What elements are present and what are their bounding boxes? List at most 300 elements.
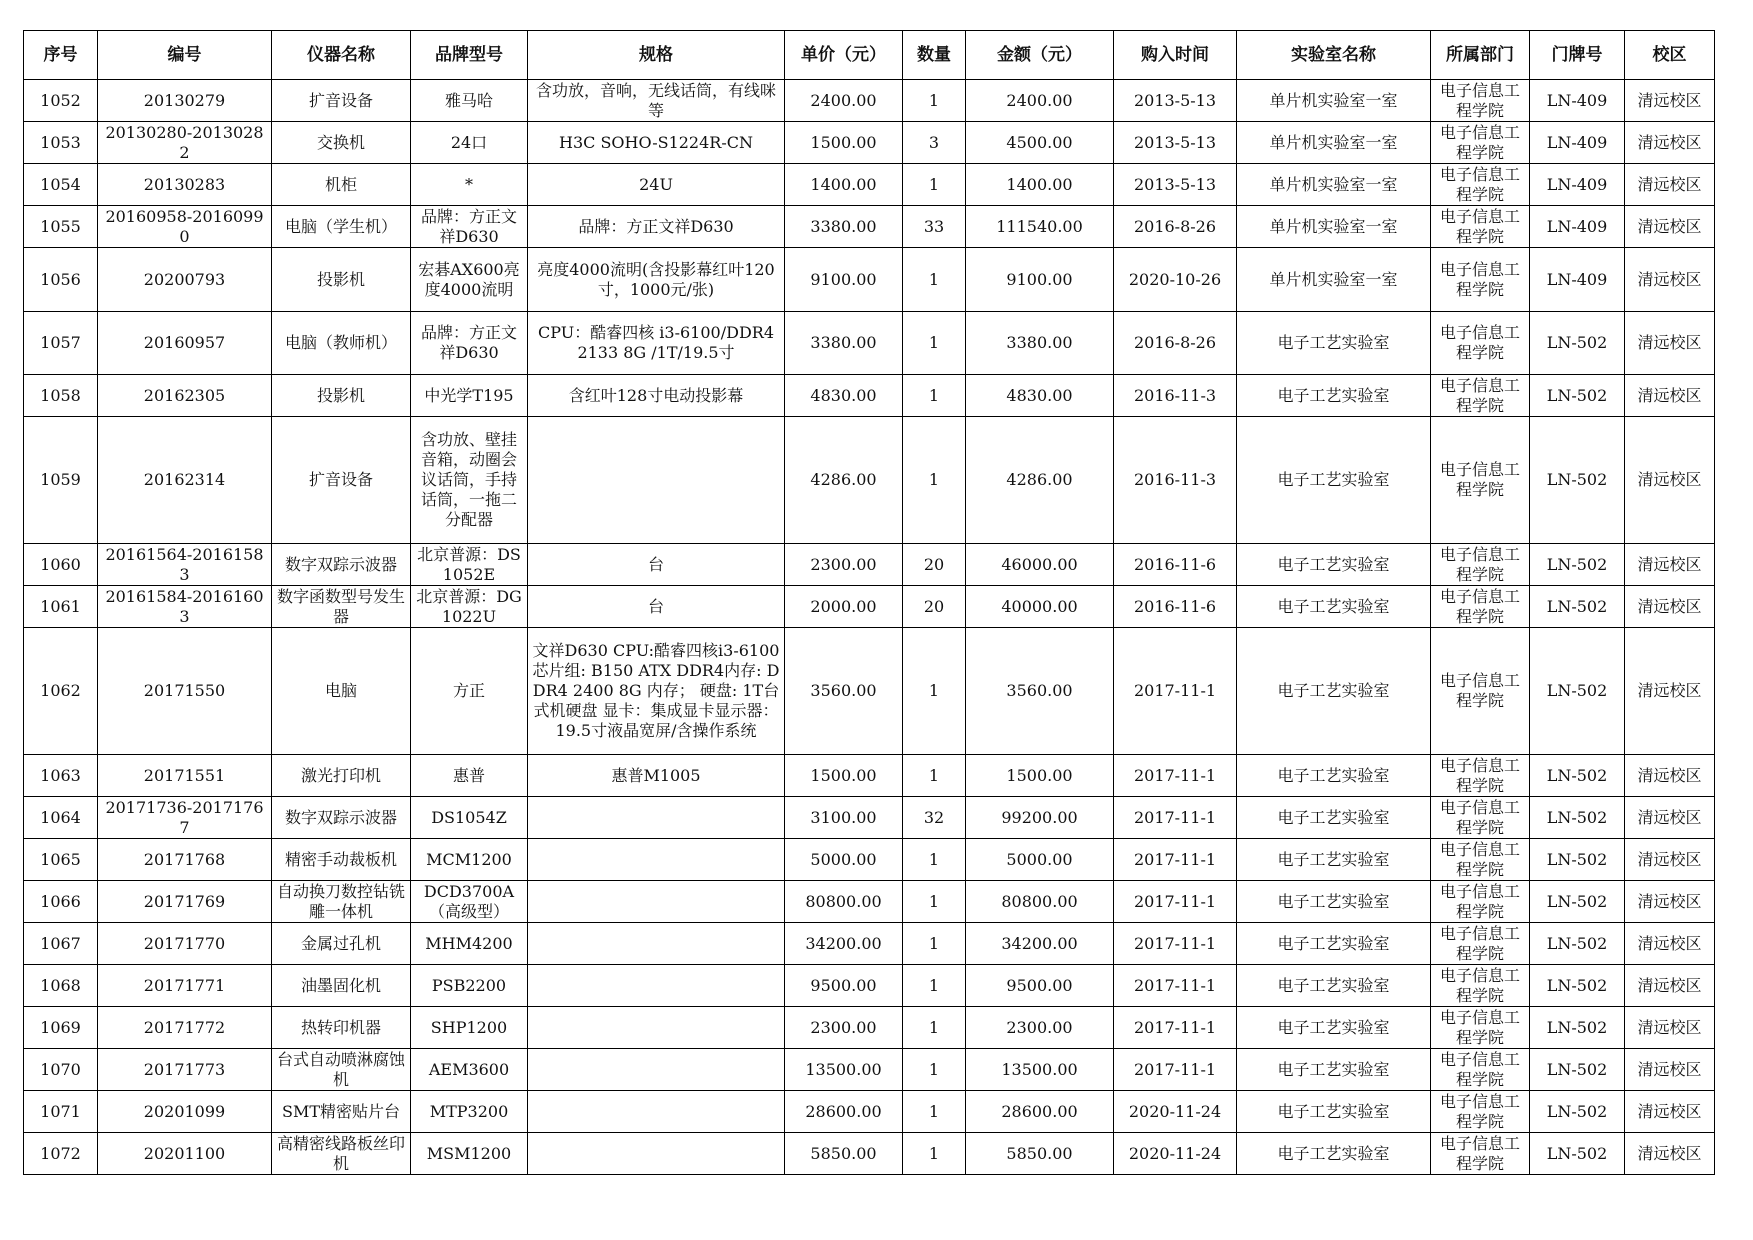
brand-model-text: MTP3200 bbox=[429, 1101, 509, 1121]
unit-price-cell bbox=[785, 206, 903, 248]
brand-model-text: 含功放、壁挂音箱，动圈会议话筒，手持话筒，一拖二分配器 bbox=[420, 430, 517, 529]
instrument-name-text: 精密手动裁板机 bbox=[284, 849, 397, 869]
unit-price-text: 2000.00 bbox=[810, 596, 877, 616]
seq-cell bbox=[24, 312, 98, 375]
unit-price-text: 3100.00 bbox=[810, 807, 877, 827]
table-row bbox=[24, 312, 1715, 375]
department-text: 电子信息工程学院 bbox=[1439, 965, 1520, 1005]
quantity-text: 1 bbox=[928, 385, 940, 405]
table-row bbox=[24, 965, 1715, 1007]
brand-model-cell bbox=[411, 839, 528, 881]
lab-name-text: 电子工艺实验室 bbox=[1277, 807, 1390, 827]
code-cell bbox=[98, 80, 272, 122]
purchase-date-cell bbox=[1114, 417, 1237, 544]
brand-model-text: 24口 bbox=[450, 132, 488, 152]
quantity-cell bbox=[903, 1133, 966, 1175]
instrument-name-cell bbox=[272, 417, 411, 544]
instrument-name-cell bbox=[272, 248, 411, 312]
lab-name-cell bbox=[1237, 628, 1431, 755]
instrument-name-text: 台式自动喷淋腐蚀机 bbox=[276, 1049, 405, 1089]
unit-price-text: 3380.00 bbox=[810, 333, 877, 352]
unit-price-text: 1500.00 bbox=[810, 132, 877, 152]
seq-cell bbox=[24, 1007, 98, 1049]
brand-model-text: 宏碁AX600亮度4000流明 bbox=[418, 259, 520, 299]
amount-cell bbox=[966, 206, 1114, 248]
spec-text: CPU：酷睿四核 i3-6100/DDR4 2133 8G /1T/19.5寸 bbox=[538, 323, 774, 362]
spec-text: 24U bbox=[639, 174, 673, 194]
code-text: 20171772 bbox=[143, 1017, 226, 1037]
purchase-date-text: 2017-11-1 bbox=[1133, 807, 1217, 827]
room-number-text: LN-409 bbox=[1546, 216, 1608, 236]
department-text: 电子信息工程学院 bbox=[1439, 923, 1520, 963]
purchase-date-cell bbox=[1114, 164, 1237, 206]
spec-cell bbox=[528, 881, 785, 923]
purchase-date-text: 2013-5-13 bbox=[1133, 132, 1217, 152]
instrument-name-cell bbox=[272, 965, 411, 1007]
spec-cell bbox=[528, 248, 785, 312]
amount-cell bbox=[966, 881, 1114, 923]
department-cell bbox=[1431, 1091, 1530, 1133]
instrument-name-cell bbox=[272, 839, 411, 881]
seq-text: 1068 bbox=[40, 975, 81, 995]
code-cell bbox=[98, 628, 272, 755]
spec-text: 品牌：方正文祥D630 bbox=[578, 216, 734, 236]
quantity-text: 1 bbox=[928, 1017, 940, 1037]
brand-model-text: DCD3700A（高级型） bbox=[423, 881, 515, 921]
quantity-text: 1 bbox=[928, 849, 940, 869]
purchase-date-text: 2016-11-3 bbox=[1133, 385, 1217, 405]
table-row bbox=[24, 544, 1715, 586]
seq-text: 1065 bbox=[40, 849, 81, 869]
instrument-name-text: 投影机 bbox=[316, 269, 365, 289]
brand-model-text: MHM4200 bbox=[425, 933, 513, 953]
seq-cell bbox=[24, 1133, 98, 1175]
code-cell bbox=[98, 586, 272, 628]
brand-model-cell bbox=[411, 1091, 528, 1133]
room-number-text: LN-502 bbox=[1546, 1059, 1608, 1079]
department-cell bbox=[1431, 164, 1530, 206]
brand-model-cell bbox=[411, 80, 528, 122]
code-text: 20162305 bbox=[143, 385, 226, 405]
unit-price-cell bbox=[785, 1133, 903, 1175]
header-unit-price: 单价（元） bbox=[785, 31, 903, 80]
quantity-text: 3 bbox=[928, 132, 940, 152]
purchase-date-text: 2016-11-6 bbox=[1133, 554, 1217, 574]
brand-model-cell bbox=[411, 1007, 528, 1049]
header-seq: 序号 bbox=[24, 31, 98, 80]
campus-text: 清远校区 bbox=[1637, 849, 1702, 869]
quantity-text: 1 bbox=[928, 933, 940, 953]
seq-cell bbox=[24, 881, 98, 923]
unit-price-cell bbox=[785, 797, 903, 839]
lab-name-text: 电子工艺实验室 bbox=[1277, 596, 1390, 616]
department-text: 电子信息工程学院 bbox=[1439, 1049, 1520, 1089]
instrument-name-text: 电脑（教师机） bbox=[284, 333, 397, 352]
room-number-cell bbox=[1530, 923, 1625, 965]
quantity-cell bbox=[903, 797, 966, 839]
unit-price-text: 34200.00 bbox=[805, 933, 882, 953]
department-cell bbox=[1431, 586, 1530, 628]
purchase-date-cell bbox=[1114, 544, 1237, 586]
campus-text: 清远校区 bbox=[1637, 333, 1702, 352]
quantity-cell bbox=[903, 1049, 966, 1091]
brand-model-cell bbox=[411, 881, 528, 923]
quantity-cell bbox=[903, 248, 966, 312]
quantity-cell bbox=[903, 375, 966, 417]
instrument-name-text: 高精密线路板丝印机 bbox=[276, 1133, 405, 1173]
department-text: 电子信息工程学院 bbox=[1439, 164, 1520, 204]
room-number-cell bbox=[1530, 544, 1625, 586]
purchase-date-cell bbox=[1114, 1007, 1237, 1049]
campus-cell bbox=[1625, 417, 1715, 544]
quantity-text: 1 bbox=[928, 470, 940, 489]
spec-cell bbox=[528, 122, 785, 164]
header-lab-name: 实验室名称 bbox=[1237, 31, 1431, 80]
purchase-date-text: 2017-11-1 bbox=[1133, 975, 1217, 995]
seq-text: 1060 bbox=[40, 554, 81, 574]
code-text: 20171736-20171767 bbox=[105, 797, 264, 837]
unit-price-cell bbox=[785, 839, 903, 881]
room-number-text: LN-502 bbox=[1546, 891, 1608, 911]
purchase-date-cell bbox=[1114, 965, 1237, 1007]
spec-text: 亮度4000流明(含投影幕红叶120寸，1000元/张) bbox=[537, 259, 775, 299]
seq-cell bbox=[24, 586, 98, 628]
brand-model-cell bbox=[411, 923, 528, 965]
instrument-name-cell bbox=[272, 755, 411, 797]
campus-text: 清远校区 bbox=[1637, 554, 1702, 574]
instrument-name-cell bbox=[272, 80, 411, 122]
unit-price-cell bbox=[785, 122, 903, 164]
quantity-cell bbox=[903, 122, 966, 164]
room-number-cell bbox=[1530, 375, 1625, 417]
purchase-date-cell bbox=[1114, 312, 1237, 375]
lab-name-text: 电子工艺实验室 bbox=[1277, 765, 1390, 785]
room-number-text: LN-409 bbox=[1546, 132, 1608, 152]
instrument-name-cell bbox=[272, 375, 411, 417]
brand-model-text: 中光学T195 bbox=[424, 385, 514, 405]
table-row bbox=[24, 755, 1715, 797]
campus-text: 清远校区 bbox=[1637, 1143, 1702, 1163]
code-text: 20171769 bbox=[143, 891, 226, 911]
table-row bbox=[24, 1007, 1715, 1049]
instrument-name-text: 扩音设备 bbox=[308, 90, 373, 110]
amount-cell bbox=[966, 122, 1114, 164]
room-number-cell bbox=[1530, 206, 1625, 248]
purchase-date-text: 2020-10-26 bbox=[1128, 269, 1222, 289]
spec-cell bbox=[528, 312, 785, 375]
unit-price-cell bbox=[785, 417, 903, 544]
brand-model-cell bbox=[411, 1049, 528, 1091]
table-row bbox=[24, 1049, 1715, 1091]
department-text: 电子信息工程学院 bbox=[1439, 323, 1520, 362]
code-text: 20160958-20160990 bbox=[105, 206, 264, 246]
spec-cell bbox=[528, 417, 785, 544]
purchase-date-cell bbox=[1114, 1091, 1237, 1133]
campus-cell bbox=[1625, 797, 1715, 839]
campus-cell bbox=[1625, 755, 1715, 797]
unit-price-text: 3560.00 bbox=[810, 681, 877, 700]
amount-text: 34200.00 bbox=[1001, 933, 1078, 953]
instrument-name-text: 金属过孔机 bbox=[300, 933, 381, 953]
quantity-cell bbox=[903, 164, 966, 206]
amount-cell bbox=[966, 965, 1114, 1007]
amount-cell bbox=[966, 839, 1114, 881]
campus-cell bbox=[1625, 881, 1715, 923]
spec-text: 文祥D630 CPU:酷睿四核i3-6100芯片组: B150 ATX DDR4内存: DDR4 2400 8G 内存； 硬盘: 1T台式机硬盘 显卡：集成显卡显示器：19.5寸液晶宽屏/含操作系统 bbox=[532, 641, 780, 740]
lab-name-text: 电子工艺实验室 bbox=[1277, 975, 1390, 995]
lab-name-cell bbox=[1237, 1091, 1431, 1133]
instrument-name-text: 数字双踪示波器 bbox=[284, 554, 397, 574]
purchase-date-cell bbox=[1114, 923, 1237, 965]
spec-cell bbox=[528, 206, 785, 248]
brand-model-text: 惠普 bbox=[452, 765, 485, 785]
quantity-cell bbox=[903, 1091, 966, 1133]
lab-name-cell bbox=[1237, 206, 1431, 248]
campus-text: 清远校区 bbox=[1637, 596, 1702, 616]
code-cell bbox=[98, 248, 272, 312]
amount-cell bbox=[966, 544, 1114, 586]
room-number-cell bbox=[1530, 586, 1625, 628]
purchase-date-text: 2016-8-26 bbox=[1133, 216, 1217, 236]
brand-model-text: 品牌：方正文祥D630 bbox=[420, 206, 517, 246]
brand-model-cell bbox=[411, 628, 528, 755]
instrument-name-text: 自动换刀数控钻铣雕一体机 bbox=[276, 881, 405, 921]
spec-text: 含功放，音响，无线话筒，有线咪等 bbox=[535, 80, 776, 120]
amount-text: 4500.00 bbox=[1006, 132, 1073, 152]
campus-text: 清远校区 bbox=[1637, 765, 1702, 785]
brand-model-text: 品牌：方正文祥D630 bbox=[420, 323, 517, 362]
purchase-date-cell bbox=[1114, 122, 1237, 164]
amount-cell bbox=[966, 628, 1114, 755]
campus-cell bbox=[1625, 1133, 1715, 1175]
room-number-text: LN-502 bbox=[1546, 849, 1608, 869]
instrument-name-cell bbox=[272, 122, 411, 164]
header-instrument-name: 仪器名称 bbox=[272, 31, 411, 80]
brand-model-cell bbox=[411, 1133, 528, 1175]
lab-name-text: 电子工艺实验室 bbox=[1277, 554, 1390, 574]
spec-cell bbox=[528, 1049, 785, 1091]
code-text: 20161564-20161583 bbox=[105, 544, 264, 584]
unit-price-text: 4830.00 bbox=[810, 385, 877, 405]
department-cell bbox=[1431, 417, 1530, 544]
lab-name-text: 单片机实验室一室 bbox=[1269, 174, 1398, 194]
seq-text: 1057 bbox=[40, 333, 81, 352]
room-number-cell bbox=[1530, 1091, 1625, 1133]
purchase-date-text: 2017-11-1 bbox=[1133, 1059, 1217, 1079]
purchase-date-text: 2017-11-1 bbox=[1133, 849, 1217, 869]
department-cell bbox=[1431, 80, 1530, 122]
room-number-text: LN-409 bbox=[1546, 90, 1608, 110]
unit-price-text: 2300.00 bbox=[810, 1017, 877, 1037]
department-cell bbox=[1431, 628, 1530, 755]
seq-cell bbox=[24, 755, 98, 797]
brand-model-cell bbox=[411, 755, 528, 797]
code-text: 20171551 bbox=[143, 765, 226, 785]
room-number-cell bbox=[1530, 797, 1625, 839]
lab-name-text: 电子工艺实验室 bbox=[1277, 891, 1390, 911]
seq-cell bbox=[24, 122, 98, 164]
lab-name-text: 单片机实验室一室 bbox=[1269, 269, 1398, 289]
campus-text: 清远校区 bbox=[1637, 1101, 1702, 1121]
room-number-cell bbox=[1530, 628, 1625, 755]
amount-text: 46000.00 bbox=[1001, 554, 1078, 574]
seq-text: 1058 bbox=[40, 385, 81, 405]
lab-name-cell bbox=[1237, 80, 1431, 122]
quantity-text: 1 bbox=[928, 765, 940, 785]
campus-text: 清远校区 bbox=[1637, 807, 1702, 827]
spec-cell bbox=[528, 839, 785, 881]
unit-price-text: 4286.00 bbox=[810, 470, 877, 489]
seq-cell bbox=[24, 544, 98, 586]
department-cell bbox=[1431, 122, 1530, 164]
seq-text: 1056 bbox=[40, 269, 81, 289]
table-row bbox=[24, 1133, 1715, 1175]
instrument-name-cell bbox=[272, 544, 411, 586]
brand-model-text: DS1054Z bbox=[431, 807, 507, 827]
room-number-text: LN-502 bbox=[1546, 1101, 1608, 1121]
unit-price-text: 28600.00 bbox=[805, 1101, 882, 1121]
room-number-text: LN-502 bbox=[1546, 470, 1608, 489]
code-text: 20130283 bbox=[143, 174, 226, 194]
code-cell bbox=[98, 312, 272, 375]
quantity-text: 1 bbox=[928, 1101, 940, 1121]
amount-cell bbox=[966, 417, 1114, 544]
spec-text: 台 bbox=[647, 554, 664, 574]
room-number-text: LN-502 bbox=[1546, 807, 1608, 827]
room-number-cell bbox=[1530, 248, 1625, 312]
purchase-date-cell bbox=[1114, 839, 1237, 881]
amount-text: 1400.00 bbox=[1006, 174, 1073, 194]
amount-cell bbox=[966, 248, 1114, 312]
instrument-name-text: 机柜 bbox=[324, 174, 357, 194]
lab-name-cell bbox=[1237, 586, 1431, 628]
amount-cell bbox=[966, 586, 1114, 628]
department-cell bbox=[1431, 755, 1530, 797]
lab-name-cell bbox=[1237, 839, 1431, 881]
unit-price-cell bbox=[785, 923, 903, 965]
code-cell bbox=[98, 881, 272, 923]
lab-name-cell bbox=[1237, 1133, 1431, 1175]
table-row bbox=[24, 417, 1715, 544]
table-row bbox=[24, 881, 1715, 923]
campus-text: 清远校区 bbox=[1637, 385, 1702, 405]
amount-cell bbox=[966, 164, 1114, 206]
lab-name-cell bbox=[1237, 544, 1431, 586]
amount-text: 2400.00 bbox=[1006, 90, 1073, 110]
unit-price-text: 80800.00 bbox=[805, 891, 882, 911]
room-number-text: LN-502 bbox=[1546, 554, 1608, 574]
seq-text: 1063 bbox=[40, 765, 81, 785]
code-cell bbox=[98, 839, 272, 881]
campus-cell bbox=[1625, 122, 1715, 164]
spec-cell bbox=[528, 1091, 785, 1133]
purchase-date-text: 2016-8-26 bbox=[1133, 333, 1217, 352]
spec-cell bbox=[528, 375, 785, 417]
room-number-cell bbox=[1530, 80, 1625, 122]
campus-cell bbox=[1625, 586, 1715, 628]
room-number-cell bbox=[1530, 417, 1625, 544]
header-spec: 规格 bbox=[528, 31, 785, 80]
code-text: 20171771 bbox=[143, 975, 226, 995]
instrument-name-cell bbox=[272, 1007, 411, 1049]
code-text: 20200793 bbox=[143, 269, 226, 289]
brand-model-cell bbox=[411, 965, 528, 1007]
unit-price-cell bbox=[785, 755, 903, 797]
amount-text: 5000.00 bbox=[1006, 849, 1073, 869]
instrument-name-text: 数字双踪示波器 bbox=[284, 807, 397, 827]
seq-cell bbox=[24, 923, 98, 965]
spec-cell bbox=[528, 923, 785, 965]
department-cell bbox=[1431, 1133, 1530, 1175]
amount-text: 9100.00 bbox=[1006, 269, 1073, 289]
room-number-text: LN-502 bbox=[1546, 385, 1608, 405]
room-number-cell bbox=[1530, 312, 1625, 375]
table-body bbox=[24, 80, 1715, 1175]
purchase-date-text: 2020-11-24 bbox=[1128, 1143, 1222, 1163]
department-text: 电子信息工程学院 bbox=[1439, 755, 1520, 795]
campus-cell bbox=[1625, 312, 1715, 375]
quantity-text: 1 bbox=[928, 90, 940, 110]
unit-price-text: 5850.00 bbox=[810, 1143, 877, 1163]
instrument-name-text: 油墨固化机 bbox=[300, 975, 381, 995]
instrument-name-text: 交换机 bbox=[316, 132, 365, 152]
quantity-cell bbox=[903, 1007, 966, 1049]
brand-model-cell bbox=[411, 417, 528, 544]
instrument-name-cell bbox=[272, 1091, 411, 1133]
code-cell bbox=[98, 923, 272, 965]
seq-cell bbox=[24, 628, 98, 755]
table-row bbox=[24, 839, 1715, 881]
table-row bbox=[24, 164, 1715, 206]
campus-cell bbox=[1625, 164, 1715, 206]
room-number-text: LN-409 bbox=[1546, 174, 1608, 194]
spec-cell bbox=[528, 164, 785, 206]
header-code: 编号 bbox=[98, 31, 272, 80]
purchase-date-text: 2017-11-1 bbox=[1133, 681, 1217, 700]
quantity-text: 1 bbox=[928, 681, 940, 700]
department-cell bbox=[1431, 206, 1530, 248]
quantity-text: 1 bbox=[928, 1059, 940, 1079]
code-cell bbox=[98, 122, 272, 164]
code-text: 20160957 bbox=[143, 333, 226, 352]
lab-name-text: 电子工艺实验室 bbox=[1277, 333, 1390, 352]
instrument-name-text: 电脑 bbox=[324, 681, 357, 700]
department-cell bbox=[1431, 248, 1530, 312]
seq-text: 1069 bbox=[40, 1017, 81, 1037]
code-text: 20171768 bbox=[143, 849, 226, 869]
campus-cell bbox=[1625, 80, 1715, 122]
code-text: 20162314 bbox=[143, 470, 226, 489]
brand-model-cell bbox=[411, 164, 528, 206]
lab-name-cell bbox=[1237, 965, 1431, 1007]
amount-text: 80800.00 bbox=[1001, 891, 1078, 911]
quantity-text: 1 bbox=[928, 174, 940, 194]
campus-text: 清远校区 bbox=[1637, 269, 1702, 289]
code-cell bbox=[98, 164, 272, 206]
amount-cell bbox=[966, 1133, 1114, 1175]
room-number-text: LN-502 bbox=[1546, 765, 1608, 785]
table-row bbox=[24, 206, 1715, 248]
unit-price-text: 1400.00 bbox=[810, 174, 877, 194]
table-row bbox=[24, 628, 1715, 755]
brand-model-text: SHP1200 bbox=[430, 1017, 508, 1037]
campus-text: 清远校区 bbox=[1637, 90, 1702, 110]
seq-text: 1062 bbox=[40, 681, 81, 700]
seq-text: 1054 bbox=[40, 174, 81, 194]
department-cell bbox=[1431, 881, 1530, 923]
amount-text: 3560.00 bbox=[1006, 681, 1073, 700]
department-text: 电子信息工程学院 bbox=[1439, 544, 1520, 584]
